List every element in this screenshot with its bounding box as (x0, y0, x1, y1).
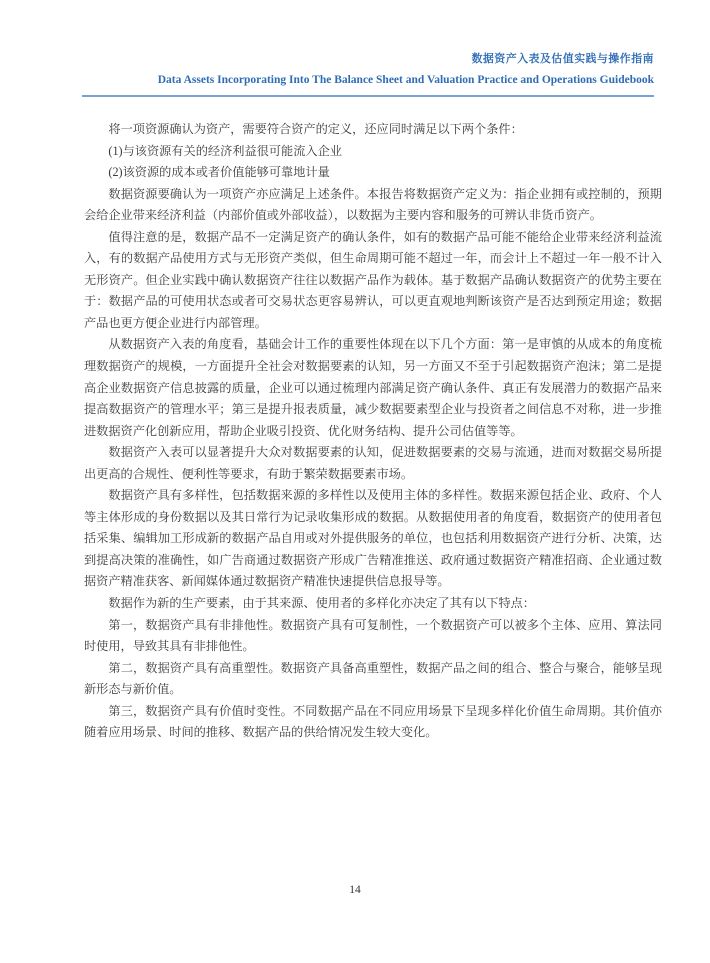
paragraph: 从数据资产入表的角度看，基础会计工作的重要性体现在以下几个方面：第一是审慎的从成本的角度梳理数据资产的规模，一方面提升全社会对数据要素的认知，另一方面又不至于引起数据资产泡沫；第二是提高企业数据资产信息披露的质量，企业可以通过梳理内部满足资产确认条件、真正有发展潜力的数据产品来提高数据资产的管理水平；第三是提升报表质量，减少数据要素型企业与投资者之间信息不对称，进一步推进数据资产化创新应用，帮助企业吸引投资、优化财务结构、提升公司估值等等。 (84, 337, 662, 438)
paragraph: 数据资产入表可以显著提升大众对数据要素的认知，促进数据要素的交易与流通，进而对数据交易所提出更高的合规性、便利性等要求，有助于繁荣数据要素市场。 (84, 445, 662, 481)
paragraph: (1)与该资源有关的经济利益很可能流入企业 (108, 143, 342, 158)
header-title-english: Data Assets Incorporating Into The Balance Sheet and Valuation Practice and Operations Guidebook (157, 74, 654, 86)
paragraph: 数据作为新的生产要素，由于其来源、使用者的多样化亦决定了其有以下特点： (108, 596, 535, 611)
paragraph: 第三，数据资产具有价值时变性。不同数据产品在不同应用场景下呈现多样化价值生命周期。其价值亦随着应用场景、时间的推移、数据产品的供给情况发生较大变化。 (84, 703, 662, 740)
paragraph: 将一项资源确认为资产，需要符合资产的定义，还应同时满足以下两个条件： (108, 122, 523, 136)
paragraph: 第一，数据资产具有非排他性。数据资产具有可复制性，一个数据资产可以被多个主体、应用、算法同时使用，导致其具有非排他性。 (84, 617, 662, 654)
paragraph: 数据资产具有多样性，包括数据来源的多样性以及使用主体的多样性。数据来源包括企业、政府、个人等主体形成的身份数据以及其日常行为记录收集形成的数据。从数据使用者的角度看，数据资产的使用者包括采集、编辑加工形成新的数据产品自用或对外提供服务的单位，也包括利用数据资产进行分析、决策，达到提高决策的准确性，如广告商通过数据资产形成广告精准推送、政府通过数据资产精准招商、企业通过数据资产精准获客、新闻媒体通过数据资产精准快速提供信息报导等。 (84, 488, 662, 589)
paragraph: 数据资源要确认为一项资产亦应满足上述条件。本报告将数据资产定义为：指企业拥有或控制的，预期会给企业带来经济利益（内部价值或外部收益），以数据为主要内容和服务的可辨认非货币资产。 (84, 186, 662, 223)
paragraph: (2)该资源的成本或者价值能够可靠地计量 (108, 165, 330, 180)
paragraph: 值得注意的是，数据产品不一定满足资产的确认条件，如有的数据产品可能不能给企业带来经济利益流入，有的数据产品使用方式与无形资产类似，但生命周期可能不超过一年，而会计上不超过一年一般不计入无形资产。但企业实践中确认数据资产往往以数据产品作为载体。基于数据产品确认数据资产的优势主要在于：数据产品的可使用状态或者可交易状态更容易辨认，可以更直观地判断该资产是否达到预定用途；数据产品也更方便企业进行内部管理。 (84, 229, 662, 330)
header-divider (82, 95, 654, 97)
document-body (84, 119, 662, 744)
header-title-chinese: 数据资产入表及估值实践与操作指南 (471, 53, 654, 65)
page-header (82, 52, 654, 88)
paragraph: 第二，数据资产具有高重塑性。数据资产具备高重塑性，数据产品之间的组合、整合与聚合，能够呈现新形态与新价值。 (84, 660, 662, 697)
page-number: 14 (349, 884, 361, 896)
